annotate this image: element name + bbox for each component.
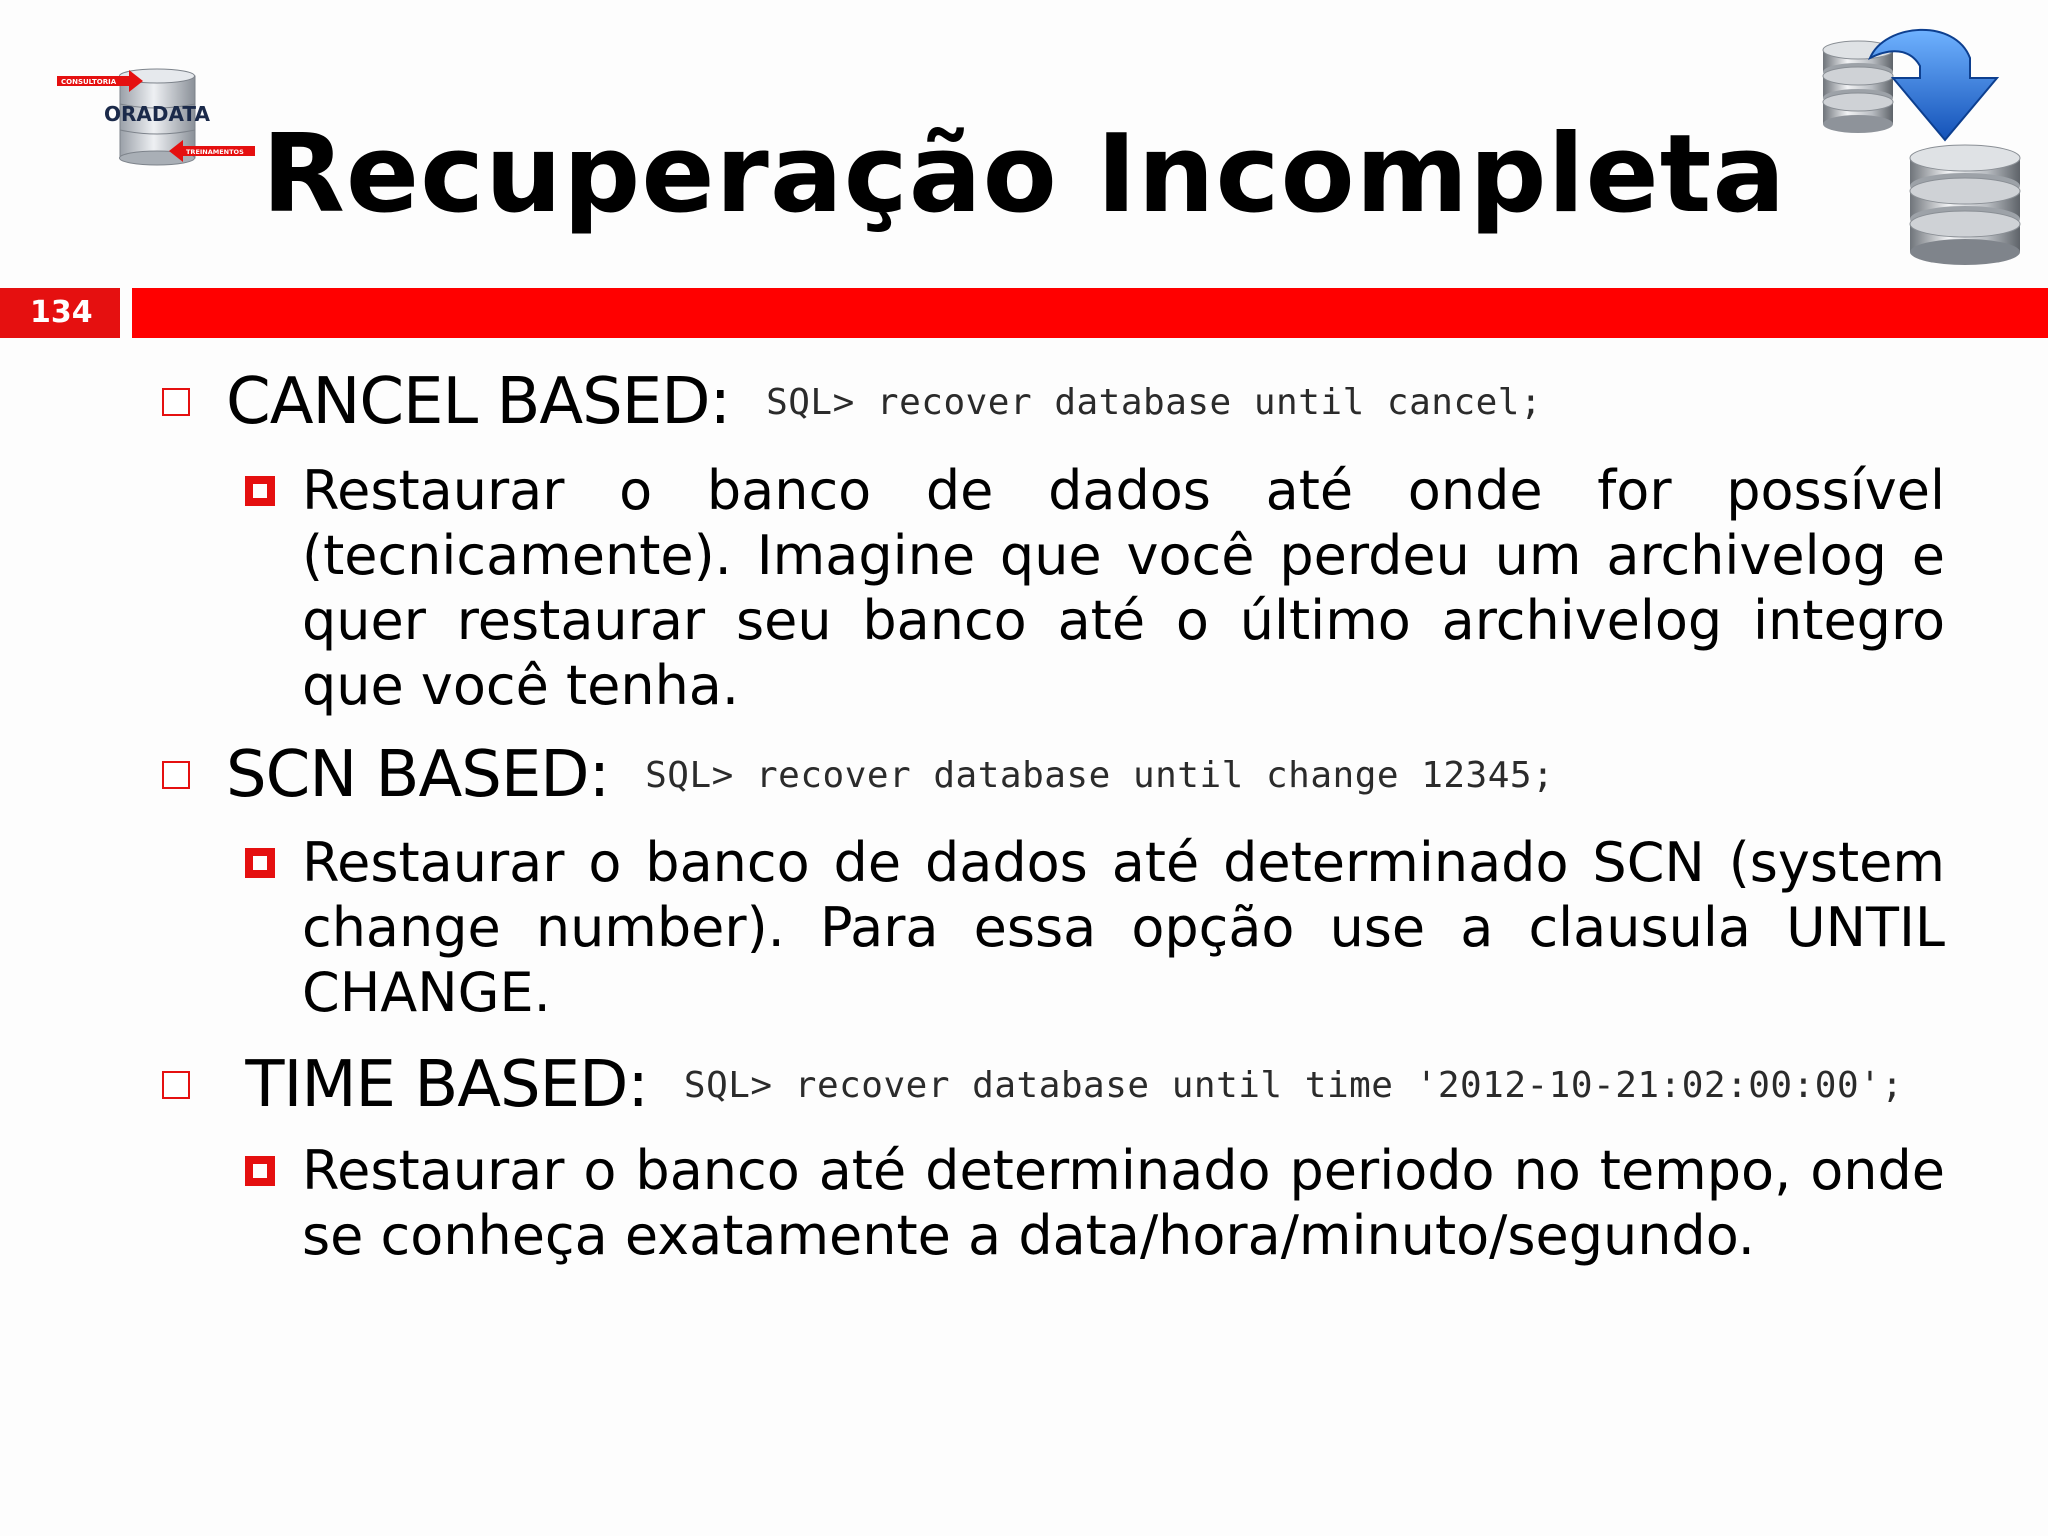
filled-square-bullet-icon (245, 848, 275, 878)
item-description: Restaurar o banco até determinado periodo no tempo, onde se conheça exatamente a data/hora/minuto/segundo. (302, 1139, 1945, 1267)
item-label: CANCEL BASED: (226, 365, 731, 439)
sql-command: SQL> recover database until cancel; (766, 381, 1543, 423)
sub-item-cancel-description (245, 458, 1945, 718)
list-item-time-based (162, 1045, 1903, 1125)
list-item-scn-based (162, 735, 1554, 815)
filled-square-bullet-icon (245, 1156, 275, 1186)
sql-command: SQL> recover database until time '2012-10-21:02:00:00'; (683, 1064, 1904, 1106)
square-bullet-icon (162, 1071, 190, 1099)
logo-bottom-text: TREINAMENTOS (186, 148, 244, 156)
slide-number: 134 (0, 288, 120, 338)
sub-item-time-description (245, 1138, 1945, 1268)
list-item-cancel-based (162, 362, 1542, 442)
item-label: TIME BASED: (226, 1048, 648, 1122)
slide-title: Recuperação Incompleta (261, 112, 1787, 237)
sql-command: SQL> recover database until change 12345; (645, 754, 1555, 796)
filled-square-bullet-icon (245, 476, 275, 506)
database-restore-icon (1815, 18, 2030, 268)
logo-top-text: CONSULTORIA (61, 78, 117, 86)
item-description: Restaurar o banco de dados até determinado SCN (system change number). Para essa opção use a clausula UNTIL CHANGE. (302, 831, 1945, 1024)
logo-name: ORADATA (104, 102, 210, 126)
square-bullet-icon (162, 388, 190, 416)
item-description: Restaurar o banco de dados até onde for possível (tecnicamente). Imagine que você perdeu um archivelog e quer restaurar seu banco até o último archivelog integro que você tenha. (302, 459, 1945, 717)
header-divider-bar (132, 288, 2048, 338)
square-bullet-icon (162, 761, 190, 789)
item-label: SCN BASED: (226, 738, 610, 812)
sub-item-scn-description (245, 830, 1945, 1025)
